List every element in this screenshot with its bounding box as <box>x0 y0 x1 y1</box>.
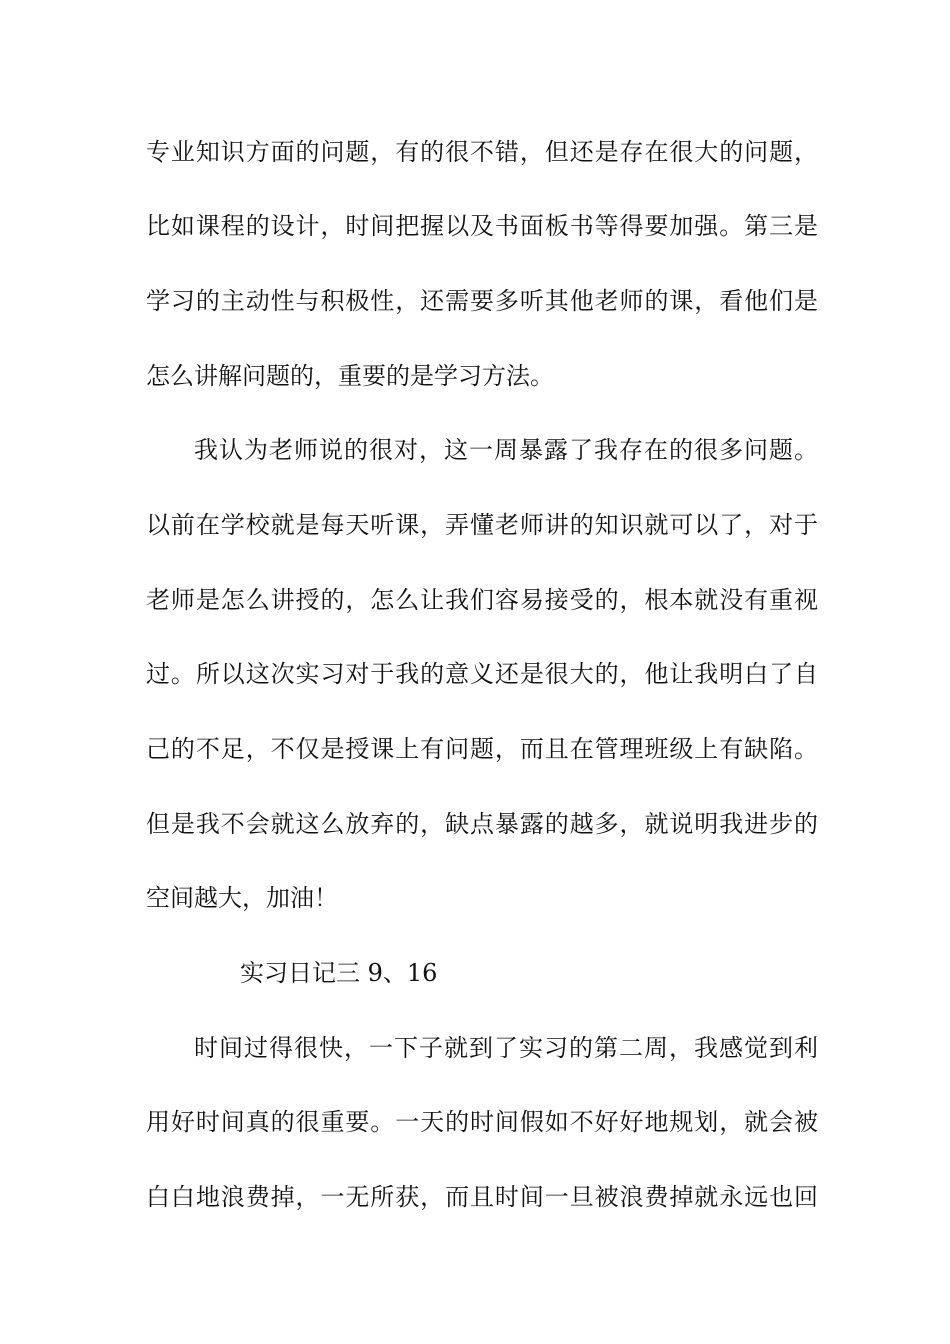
paragraph-line: 怎么讲解问题的，重要的是学习方法。 <box>146 362 554 390</box>
paragraph-first-line: 我认为老师说的很对，这一周暴露了我存在的很多问题。 <box>194 436 818 464</box>
paragraph-line: 比如课程的设计，时间把握以及书面板书等得要加强。第三是 <box>146 212 818 240</box>
paragraph-line: 空间越大，加油！ <box>146 884 338 912</box>
paragraph-line: 以前在学校就是每天听课，弄懂老师讲的知识就可以了，对于 <box>146 511 818 539</box>
paragraph-line: 但是我不会就这么放弃的，缺点暴露的越多，就说明我进步的 <box>146 810 818 838</box>
paragraph-line: 过。所以这次实习对于我的意义还是很大的，他让我明白了自 <box>146 660 818 688</box>
paragraph-line: 老师是怎么讲授的，怎么让我们容易接受的，根本就没有重视 <box>146 586 818 614</box>
paragraph-line: 用好时间真的很重要。一天的时间假如不好好地规划，就会被 <box>146 1108 818 1136</box>
paragraph-first-line: 时间过得很快，一下子就到了实习的第二周，我感觉到利 <box>194 1034 818 1062</box>
paragraph-line: 学习的主动性与积极性，还需要多听其他老师的课，看他们是 <box>146 287 818 315</box>
diary-entry-heading: 实习日记三 9、16 <box>240 959 438 987</box>
paragraph-line: 白白地浪费掉，一无所获，而且时间一旦被浪费掉就永远也回 <box>146 1183 818 1211</box>
paragraph-line: 己的不足，不仅是授课上有问题，而且在管理班级上有缺陷。 <box>146 735 818 763</box>
paragraph-line: 专业知识方面的问题，有的很不错，但还是存在很大的问题， <box>146 138 818 166</box>
